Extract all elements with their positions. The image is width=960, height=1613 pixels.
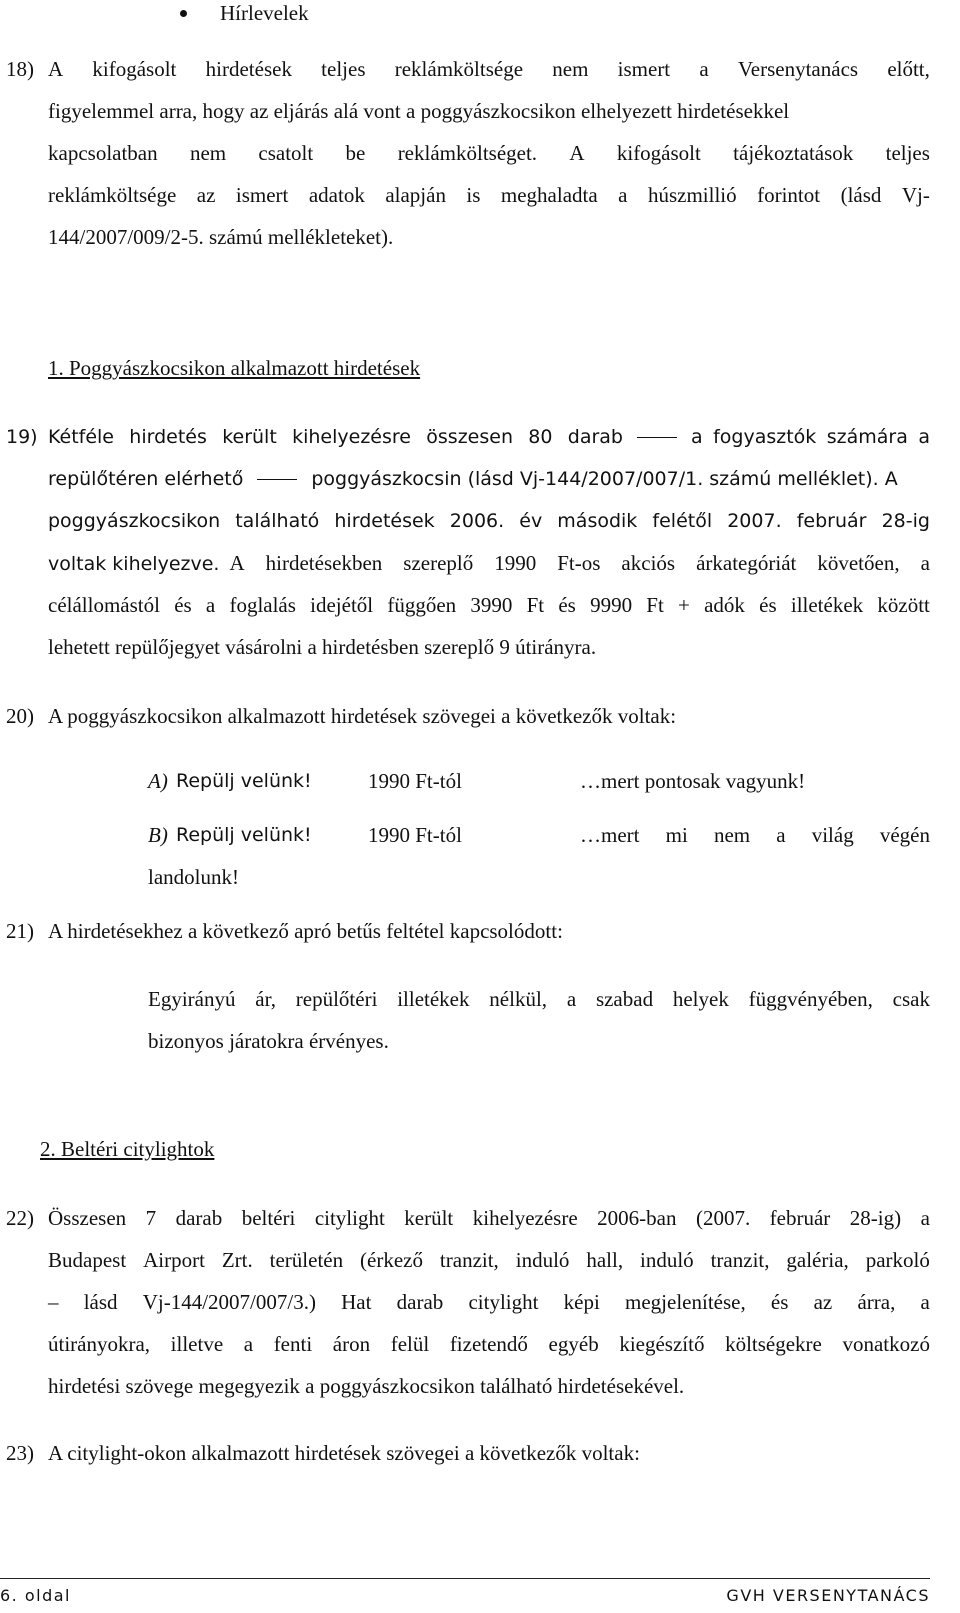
word: induló [515,1248,570,1272]
word: 1990 [494,551,537,575]
p18-line-3 [48,140,930,166]
word: (lásd [840,183,882,207]
word: A [48,57,64,81]
p22-line-5: hirdetési szövege megegyezik a poggyászkocsikon található hirdetésekével. [48,1374,685,1398]
word: meghaladta [500,183,598,207]
word: képi [563,1290,600,1314]
word: Ft [526,593,545,617]
ad-a-label: A) [148,769,168,793]
word: és [558,593,576,617]
word: adók [704,593,745,617]
p18-line-1 [48,56,930,82]
word: hirdetések [205,57,292,81]
word: A [569,141,585,165]
word: reklámköltsége [48,183,177,207]
word: felül [390,1332,430,1356]
word: a [920,1206,930,1230]
word: tranzit, [439,1248,499,1272]
word: darab [567,426,623,448]
word: ár, [255,987,276,1011]
footer-rule [0,1578,930,1579]
word: parkoló [865,1248,930,1272]
word: található [235,510,320,532]
ad-b-price: 1990 Ft-tól [368,823,462,847]
word: csak [892,987,930,1011]
word: Ft-os [557,551,601,575]
word: illetékek [790,593,864,617]
p19-line-3 [48,508,930,534]
word: Összesen [48,1206,127,1230]
word: foglalás [229,593,296,617]
word: hirdetések [334,510,435,532]
ad-a-slogan: Repülj velünk! [176,770,312,792]
word: Egyirányú [148,987,236,1011]
p19-line-4 [48,550,930,577]
word: szabad [595,987,654,1011]
word: költségekre [725,1332,822,1356]
word: árra, [857,1290,896,1314]
ad-a-price: 1990 Ft-tól [368,769,462,793]
word: összesen [426,426,513,448]
word: számára [826,426,908,448]
word: árkategóriát [696,551,797,575]
word: (érkező [360,1248,423,1272]
word: követően, [817,551,900,575]
word: előtt, [887,57,930,81]
word: illetve [170,1332,224,1356]
word: nem [552,57,589,81]
p19-line-2-part-b: poggyászkocsin (lásd Vj-144/2007/007/1. számú melléklet). A [311,468,898,490]
fine-print-line-1 [148,986,930,1012]
word: 9990 [590,593,633,617]
em-dash [637,437,677,438]
word: függvényében, [748,987,873,1011]
word: Vj- [901,183,930,207]
word: be [345,141,366,165]
word: 28-ig) [849,1206,902,1230]
word: 2006-ban [597,1206,677,1230]
word: forintot [757,183,821,207]
footer-page-number: 6. oldal [0,1586,71,1605]
bullet-dot [180,10,187,17]
word: a [691,426,703,448]
word: Kétféle [48,426,114,448]
word: kiegészítő [619,1332,705,1356]
word: felétől [652,510,713,532]
word: hirdetés [129,426,207,448]
word: útirányokra, [48,1332,151,1356]
word: kihelyezésre [292,426,411,448]
fine-print-line-2: bizonyos járatokra érvényes. [148,1029,389,1053]
word: ismert [617,57,671,81]
p22-line-1 [48,1205,930,1231]
word: végén [879,823,930,847]
p23-number: 23) [6,1441,34,1465]
p18-number: 18) [6,57,34,81]
word: világ [811,823,854,847]
word: hirdetésekben [265,551,383,575]
word: Vj-144/2007/007/3.) [142,1290,316,1314]
word: galéria, [786,1248,849,1272]
p19-line-4-part-a: voltak kihelyezve. [48,553,220,575]
p18-line-5: 144/2007/009/2-5. számú mellékleteket). [48,225,394,249]
p18-line-4 [48,182,930,208]
word: húszmillió [647,183,737,207]
p20-number: 20) [6,704,34,728]
word: nélkül, [489,987,548,1011]
word: célállomástól [48,593,160,617]
p19-number: 19) [6,426,38,448]
word: 28-ig [881,510,930,532]
word: és [174,593,192,617]
p22-line-4 [48,1331,930,1357]
word: a [566,987,577,1011]
word: 2006. [449,510,505,532]
word: február [769,1206,831,1230]
word: került [404,1206,454,1230]
word: területén [269,1248,344,1272]
word: kapcsolatban [48,141,158,165]
word: beltéri [241,1206,296,1230]
word: illetékek [397,987,470,1011]
ad-b-label: B) [148,823,168,847]
word: induló [640,1248,694,1272]
word: 3990 [470,593,513,617]
word: kifogásolt [92,57,177,81]
word: kihelyezésre [472,1206,578,1230]
word: függően [387,593,457,617]
p21-number: 21) [6,919,34,943]
section-heading-2: 2. Beltéri citylightok [40,1137,215,1161]
word: vonatkozó [842,1332,930,1356]
word: szereplő [403,551,474,575]
word: lásd [83,1290,118,1314]
section-heading-1: 1. Poggyászkocsikon alkalmazott hirdetések [48,356,421,380]
word: között [877,593,930,617]
word: a [205,593,216,617]
word: …mert [580,823,640,847]
word: citylight [314,1206,385,1230]
em-dash [257,479,297,480]
word: Ft [646,593,664,617]
p19-line-6: lehetett repülőjegyet vásárolni a hirdetésben szereplő 9 útirányra. [48,635,597,659]
word: teljes [885,141,930,165]
ad-b-tagline-continued: landolunk! [148,865,239,889]
word: megjelenítése, [625,1290,746,1314]
word: a [699,57,709,81]
p19-line-1 [48,424,930,450]
p19-line-1-part-b [691,424,930,450]
word: és [770,1290,789,1314]
p19-line-2 [48,466,898,492]
word: darab [175,1206,223,1230]
word: február [796,510,867,532]
p19-line-4-part-b [229,550,930,576]
word: helyek [672,987,729,1011]
ad-b-slogan: Repülj velünk! [176,824,312,846]
word: Versenytanács [737,57,859,81]
word: a [920,551,930,575]
p19-line-5 [48,592,930,618]
word: év [519,510,543,532]
word: akciós [621,551,676,575]
word: Hat [341,1290,372,1314]
ad-a-tagline: …mert pontosak vagyunk! [580,769,806,793]
word: poggyászkocsikon [48,510,221,532]
word: 2007. [727,510,782,532]
word: Zrt. [221,1248,253,1272]
word: fenti [273,1332,313,1356]
word: darab [396,1290,444,1314]
word: idejétől [310,593,374,617]
word: a [618,183,628,207]
word: a [243,1332,254,1356]
ad-b-tagline [580,822,930,848]
word: Budapest [48,1248,127,1272]
word: mi [665,823,688,847]
p22-line-2 [48,1247,930,1273]
word: + [678,593,690,617]
word: a [920,1290,930,1314]
word: reklámköltséget. [397,141,538,165]
word: csatolt [258,141,314,165]
word: nem [189,141,227,165]
word: – [48,1290,59,1314]
p20-text: A poggyászkocsikon alkalmazott hirdetések szövegei a következők voltak: [48,704,677,728]
word: áron [332,1332,371,1356]
word: adatok [308,183,365,207]
p19-line-2-part-a: repülőtéren elérhető [48,468,244,490]
word: tájékoztatások [733,141,854,165]
p22-line-3 [48,1289,930,1315]
word: a [918,426,930,448]
word: második [557,510,638,532]
p18-line-2: figyelemmel arra, hogy az eljárás alá vont a poggyászkocsikon elhelyezett hirdetésekkel [48,99,790,123]
p22-number: 22) [6,1206,34,1230]
word: 80 [528,426,553,448]
word: (2007. [695,1206,751,1230]
word: Airport [143,1248,205,1272]
p21-text: A hirdetésekhez a következő apró betűs feltétel kapcsolódott: [48,919,563,943]
bullet-item-hirlevelek: Hírlevelek [220,1,309,25]
footer-organization: GVH VERSENYTANÁCS [726,1586,930,1605]
word: teljes [321,57,366,81]
word: 7 [145,1206,157,1230]
word: és [759,593,777,617]
word: is [466,183,481,207]
word: fizetendő [449,1332,528,1356]
word: citylight [468,1290,539,1314]
word: egyéb [548,1332,599,1356]
p19-line-1-part-a [48,424,623,450]
word: nem [713,823,751,847]
word: kifogásolt [616,141,701,165]
word: alapján [385,183,446,207]
word: tranzit, [710,1248,770,1272]
word: az [196,183,216,207]
word: reklámköltsége [394,57,524,81]
p23-text: A citylight-okon alkalmazott hirdetések szövegei a következők voltak: [48,1441,640,1465]
word: hall, [586,1248,624,1272]
word: a [776,823,786,847]
word: az [813,1290,833,1314]
word: került [222,426,277,448]
word: fogyasztók [713,426,817,448]
word: A [229,551,245,575]
word: repülőtéri [295,987,378,1011]
word: ismert [235,183,289,207]
